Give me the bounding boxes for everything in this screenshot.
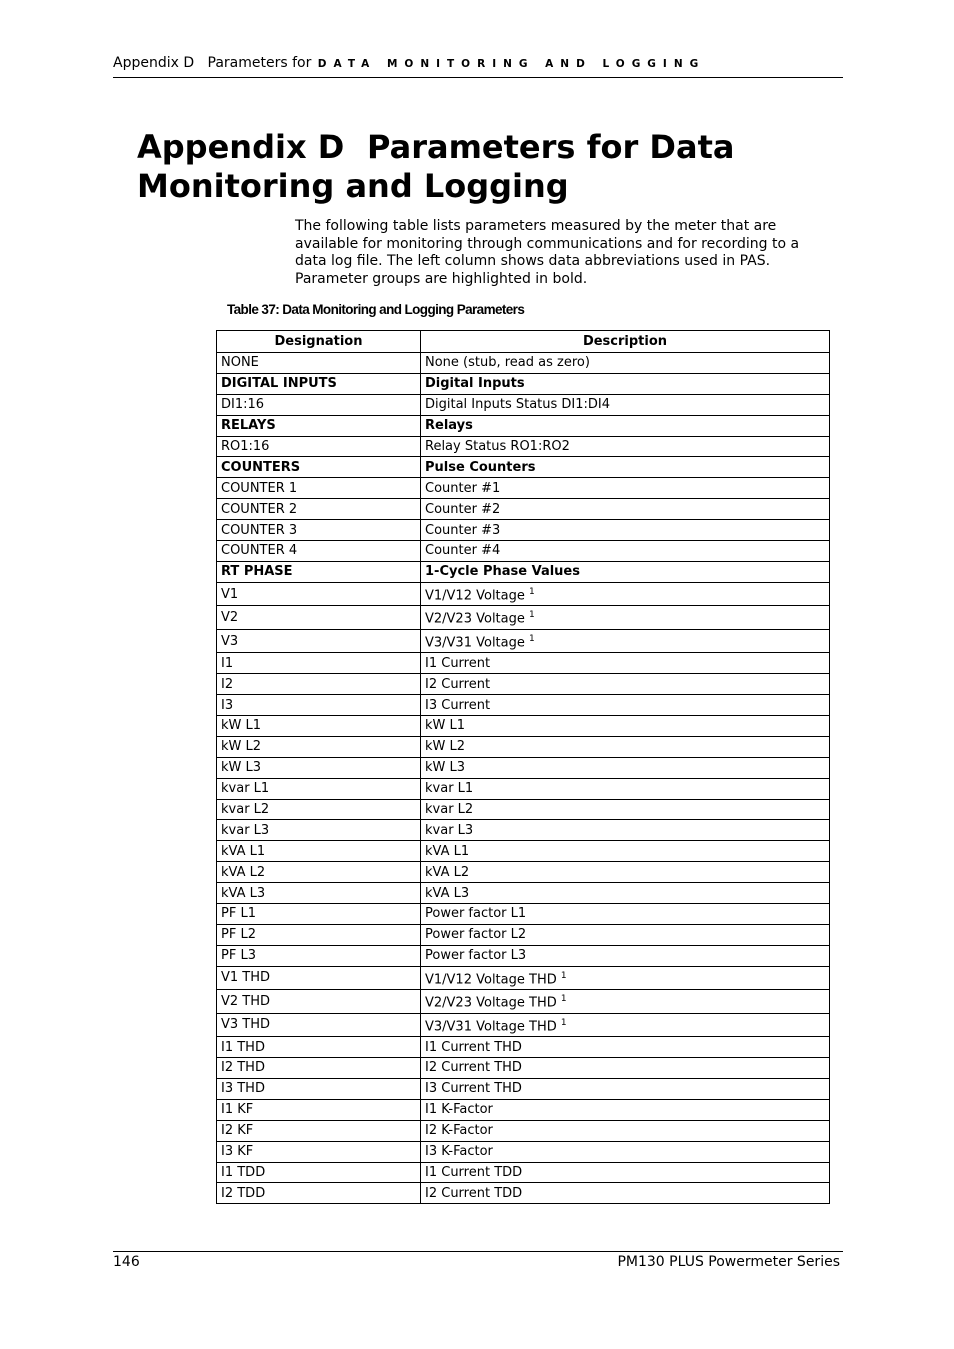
description-cell — [421, 1058, 830, 1079]
description-text: Counter #1 — [425, 480, 501, 496]
description-text: Digital Inputs Status DI1:DI4 — [425, 397, 611, 413]
description-cell — [421, 629, 830, 653]
table-row — [217, 436, 830, 457]
table-group-row — [217, 373, 830, 394]
designation-cell: COUNTER 1 — [217, 478, 421, 499]
description-cell — [421, 1013, 830, 1037]
description-cell — [421, 394, 830, 415]
description-text: kvar L2 — [425, 801, 474, 817]
designation-cell: PF L3 — [217, 945, 421, 966]
table-row — [217, 499, 830, 520]
description-cell — [421, 990, 830, 1014]
table-row — [217, 1162, 830, 1183]
description-text: V2/V23 Voltage THD — [425, 995, 557, 1011]
footnote-marker: 1 — [560, 1017, 567, 1028]
table-row — [217, 1078, 830, 1099]
description-text: I2 Current TDD — [425, 1185, 523, 1201]
description-text: Relay Status RO1:RO2 — [425, 439, 570, 454]
description-cell — [421, 582, 830, 606]
header-section-caps: DATA MONITORING AND LOGGING — [317, 58, 706, 70]
table-row — [217, 990, 830, 1014]
table-row — [217, 695, 830, 716]
description-cell — [421, 820, 830, 841]
description-cell — [421, 606, 830, 630]
description-text: I2 Current THD — [425, 1060, 522, 1076]
designation-cell: RO1:16 — [217, 436, 421, 457]
page-number: 146 — [113, 1254, 140, 1270]
footnote-marker: 1 — [529, 633, 535, 644]
description-text: kVA L2 — [425, 864, 470, 880]
designation-cell: COUNTERS — [217, 457, 421, 478]
table-row — [217, 353, 830, 374]
description-text: I1 Current THD — [425, 1039, 522, 1055]
description-cell — [421, 924, 830, 945]
table-row — [217, 1141, 830, 1162]
description-text: V1/V12 Voltage THD — [425, 972, 557, 988]
designation-cell: kW L3 — [217, 757, 421, 778]
description-cell — [421, 1183, 830, 1204]
description-text: I2 K-Factor — [425, 1123, 493, 1139]
table-row — [217, 394, 830, 415]
description-cell — [421, 1120, 830, 1141]
designation-cell: NONE — [217, 353, 421, 374]
designation-cell: COUNTER 2 — [217, 499, 421, 520]
designation-cell: kvar L3 — [217, 820, 421, 841]
description-text: kvar L3 — [425, 822, 474, 838]
table-row — [217, 778, 830, 799]
column-header-description: Description — [421, 331, 830, 353]
designation-cell: I3 THD — [217, 1078, 421, 1099]
table-row — [217, 1058, 830, 1079]
table-row — [217, 1037, 830, 1058]
table-row — [217, 653, 830, 674]
table-caption: Table 37: Data Monitoring and Logging Parameters — [227, 302, 525, 317]
running-header — [113, 55, 843, 78]
description-text: Counter #2 — [425, 501, 501, 517]
table-body — [217, 353, 830, 1204]
table-row — [217, 1183, 830, 1204]
designation-cell: I3 KF — [217, 1141, 421, 1162]
table-row — [217, 820, 830, 841]
footnote-marker: 1 — [560, 994, 567, 1005]
description-cell — [421, 903, 830, 924]
table-row — [217, 520, 830, 541]
table-row — [217, 1099, 830, 1120]
designation-cell: I1 THD — [217, 1037, 421, 1058]
designation-cell: DI1:16 — [217, 394, 421, 415]
description-cell — [421, 841, 830, 862]
description-cell — [421, 715, 830, 736]
designation-cell: V3 — [217, 629, 421, 653]
description-text: Counter #4 — [425, 543, 501, 559]
description-text: kW L1 — [425, 718, 466, 734]
description-text: Relays — [425, 418, 473, 434]
description-text: kVA L1 — [425, 843, 470, 859]
description-text: V2/V23 Voltage — [425, 611, 525, 627]
footnote-marker: 1 — [529, 610, 535, 621]
designation-cell: V2 THD — [217, 990, 421, 1014]
description-text: kW L3 — [425, 760, 466, 776]
description-text: I3 Current THD — [425, 1081, 522, 1097]
description-text: Power factor L1 — [425, 906, 527, 922]
description-cell — [421, 1141, 830, 1162]
description-cell — [421, 862, 830, 883]
page-title — [137, 128, 837, 206]
description-cell — [421, 520, 830, 541]
table-row — [217, 841, 830, 862]
designation-cell: I3 — [217, 695, 421, 716]
table-group-row — [217, 457, 830, 478]
table-row — [217, 478, 830, 499]
designation-cell: I2 THD — [217, 1058, 421, 1079]
description-text: I1 K-Factor — [425, 1102, 493, 1118]
description-cell — [421, 373, 830, 394]
description-cell — [421, 778, 830, 799]
table-row — [217, 1013, 830, 1037]
description-text: Digital Inputs — [425, 376, 525, 392]
description-text: Pulse Counters — [425, 459, 536, 475]
table-row — [217, 945, 830, 966]
designation-cell: V1 — [217, 582, 421, 606]
description-cell — [421, 1162, 830, 1183]
designation-cell: kVA L1 — [217, 841, 421, 862]
intro-paragraph: The following table lists parameters measured by the meter that are available for monitoring through communications and for recording to a data log file. The left column shows data abbreviations used in PAS. Parameter groups are highlighted in bold. — [295, 218, 800, 287]
designation-cell: kvar L1 — [217, 778, 421, 799]
table-row — [217, 862, 830, 883]
designation-cell: I1 TDD — [217, 1162, 421, 1183]
description-cell — [421, 653, 830, 674]
description-text: I1 Current — [425, 655, 491, 671]
description-cell — [421, 757, 830, 778]
description-cell — [421, 436, 830, 457]
description-cell — [421, 736, 830, 757]
description-text: kVA L3 — [425, 885, 470, 901]
designation-cell: RT PHASE — [217, 561, 421, 582]
running-footer — [113, 1251, 843, 1270]
header-label: Parameters for — [207, 55, 312, 71]
table-row — [217, 799, 830, 820]
description-text: V3/V31 Voltage — [425, 635, 525, 651]
description-cell — [421, 799, 830, 820]
description-cell — [421, 353, 830, 374]
parameters-table — [216, 330, 830, 1204]
description-text: I2 Current — [425, 676, 491, 692]
designation-cell: kvar L2 — [217, 799, 421, 820]
title-appendix: Appendix D — [137, 128, 345, 166]
designation-cell: DIGITAL INPUTS — [217, 373, 421, 394]
description-cell — [421, 945, 830, 966]
designation-cell: kVA L3 — [217, 883, 421, 904]
table-row — [217, 541, 830, 562]
product-name: PM130 PLUS Powermeter Series — [617, 1254, 840, 1270]
table-row — [217, 629, 830, 653]
designation-cell: RELAYS — [217, 415, 421, 436]
table-row — [217, 966, 830, 990]
description-cell — [421, 695, 830, 716]
designation-cell: I1 KF — [217, 1099, 421, 1120]
description-text: V3/V31 Voltage THD — [425, 1019, 557, 1035]
description-text: V1/V12 Voltage — [425, 588, 525, 604]
description-cell — [421, 1099, 830, 1120]
table-row — [217, 674, 830, 695]
table-row — [217, 1120, 830, 1141]
designation-cell: V2 — [217, 606, 421, 630]
description-cell — [421, 1078, 830, 1099]
description-text: kW L2 — [425, 739, 466, 755]
description-text: Counter #3 — [425, 522, 501, 538]
description-text: 1-Cycle Phase Values — [425, 564, 580, 580]
description-text: None (stub, read as zero) — [425, 355, 590, 371]
table-header-row — [217, 331, 830, 353]
table-group-row — [217, 415, 830, 436]
table-row — [217, 903, 830, 924]
description-cell — [421, 457, 830, 478]
description-cell — [421, 415, 830, 436]
description-text: I3 Current — [425, 697, 491, 713]
description-cell — [421, 966, 830, 990]
description-text: I3 K-Factor — [425, 1144, 493, 1160]
designation-cell: I2 — [217, 674, 421, 695]
designation-cell: COUNTER 3 — [217, 520, 421, 541]
description-cell — [421, 561, 830, 582]
description-text: I1 Current TDD — [425, 1164, 523, 1180]
table-row — [217, 715, 830, 736]
description-cell — [421, 478, 830, 499]
designation-cell: V1 THD — [217, 966, 421, 990]
designation-cell: I1 — [217, 653, 421, 674]
designation-cell: I2 TDD — [217, 1183, 421, 1204]
table-row — [217, 924, 830, 945]
designation-cell: I2 KF — [217, 1120, 421, 1141]
designation-cell: kW L2 — [217, 736, 421, 757]
description-cell — [421, 499, 830, 520]
description-cell — [421, 541, 830, 562]
table-row — [217, 606, 830, 630]
header-appendix: Appendix D — [113, 55, 195, 71]
table-row — [217, 757, 830, 778]
title-text: Parameters for Data Monitoring and Logging — [137, 128, 735, 205]
table-row — [217, 582, 830, 606]
footnote-marker: 1 — [529, 586, 535, 597]
table-row — [217, 883, 830, 904]
designation-cell: COUNTER 4 — [217, 541, 421, 562]
description-text: Power factor L2 — [425, 927, 527, 943]
designation-cell: V3 THD — [217, 1013, 421, 1037]
description-cell — [421, 1037, 830, 1058]
description-cell — [421, 674, 830, 695]
table-row — [217, 736, 830, 757]
designation-cell: kW L1 — [217, 715, 421, 736]
designation-cell: PF L1 — [217, 903, 421, 924]
designation-cell: PF L2 — [217, 924, 421, 945]
description-text: kvar L1 — [425, 781, 474, 797]
description-text: Power factor L3 — [425, 948, 527, 964]
table-group-row — [217, 561, 830, 582]
footnote-marker: 1 — [560, 970, 567, 981]
designation-cell: kVA L2 — [217, 862, 421, 883]
description-cell — [421, 883, 830, 904]
column-header-designation: Designation — [217, 331, 421, 353]
